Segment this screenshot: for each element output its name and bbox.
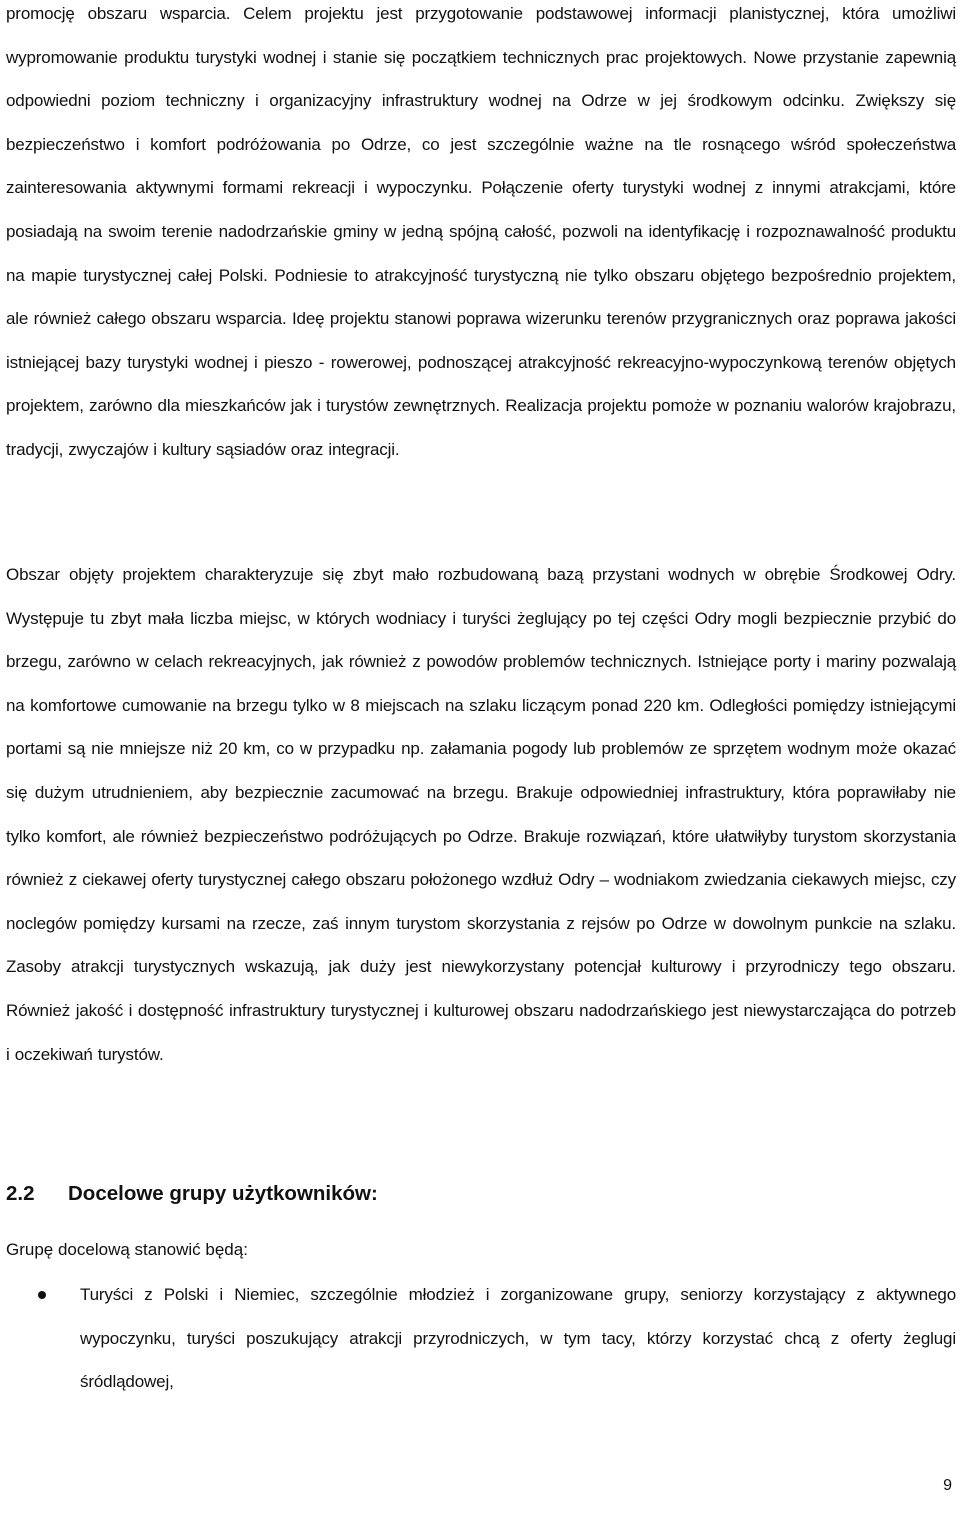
- target-group-intro: Grupę docelową stanowić będą:: [6, 1240, 248, 1259]
- target-group-list: [0, 1273, 960, 1404]
- section-heading: [6, 1177, 378, 1211]
- section-number: 2.2: [6, 1182, 35, 1205]
- body-paragraph-2: Obszar objęty projektem charakteryzuje się zbyt mało rozbudowaną bazą przystani wodnych w obrębie Środkowej Odry. Występuje tu zbyt mała liczba miejsc, w których wodniacy i turyści żeglujący po tej części Odry mogli bezpiecznie przybić do brzegu, zarówno w celach rekreacyjnych, jak również z powodów problemów technicznych. Istniejące porty i mariny pozwalają na komfortowe cumowanie na brzegu tylko w 8 miejscach na szlaku liczącym ponad 220 km. Odległości pomiędzy istniejącymi portami są nie mniejsze niż 20 km, co w przypadku np. załamania pogody lub problemów ze sprzętem wodnym może okazać się dużym utrudnieniem, aby bezpiecznie zacumować na brzegu. Brakuje odpowiedniej infrastruktury, która poprawiłaby nie tylko komfort, ale również bezpieczeństwo podróżujących po Odrze. Brakuje rozwiązań, które ułatwiłyby turystom skorzystania również z ciekawej oferty turystycznej całego obszaru położonego wzdłuż Odry – wodniakom zwiedzania ciekawych miejsc, czy noclegów pomiędzy kursami na rzecze, zaś innym turystom skorzystania z rejsów po Odrze w dowolnym punkcie na szlaku. Zasoby atrakcji turystycznych wskazują, jak duży jest niewykorzystany potencjał kulturowy i przyrodniczy tego obszaru. Również jakość i dostępność infrastruktury turystycznej i kulturowej obszaru nadodrzańskiego jest niewystarczająca do potrzeb i oczekiwań turystów.: [6, 565, 956, 1064]
- section-title: Docelowe grupy użytkowników:: [68, 1182, 378, 1205]
- bullet-icon: [38, 1291, 46, 1299]
- page-number: 9: [943, 1477, 952, 1494]
- list-item: [0, 1273, 956, 1404]
- list-item-text: Turyści z Polski i Niemiec, szczególnie młodzież i zorganizowane grupy, seniorzy korzystający z aktywnego wypoczynku, turyści poszukujący atrakcji przyrodniczych, w tym tacy, którzy korzystać chcą z oferty żeglugi śródlądowej,: [80, 1285, 956, 1392]
- body-paragraph-1: promocję obszaru wsparcia. Celem projektu jest przygotowanie podstawowej informacji planistycznej, która umożliwi wypromowanie produktu turystyki wodnej i stanie się początkiem technicznych prac projektowych. Nowe przystanie zapewnią odpowiedni poziom techniczny i organizacyjny infrastruktury wodnej na Odrze w jej środkowym odcinku. Zwiększy się bezpieczeństwo i komfort podróżowania po Odrze, co jest szczególnie ważne na tle rosnącego wśród społeczeństwa zainteresowania aktywnymi formami rekreacji i wypoczynku. Połączenie oferty turystyki wodnej z innymi atrakcjami, które posiadają na swoim terenie nadodrzańskie gminy w jedną spójną całość, pozwoli na identyfikację i rozpoznawalność produktu na mapie turystycznej całej Polski. Podniesie to atrakcyjność turystyczną nie tylko obszaru objętego bezpośrednio projektem, ale również całego obszaru wsparcia. Ideę projektu stanowi poprawa wizerunku terenów przygranicznych oraz poprawa jakości istniejącej bazy turystyki wodnej i pieszo - rowerowej, podnoszącej atrakcyjność rekreacyjno-wypoczynkową terenów objętych projektem, zarówno dla mieszkańców jak i turystów zewnętrznych. Realizacja projektu pomoże w poznaniu walorów krajobrazu, tradycji, zwyczajów i kultury sąsiadów oraz integracji.: [6, 4, 956, 459]
